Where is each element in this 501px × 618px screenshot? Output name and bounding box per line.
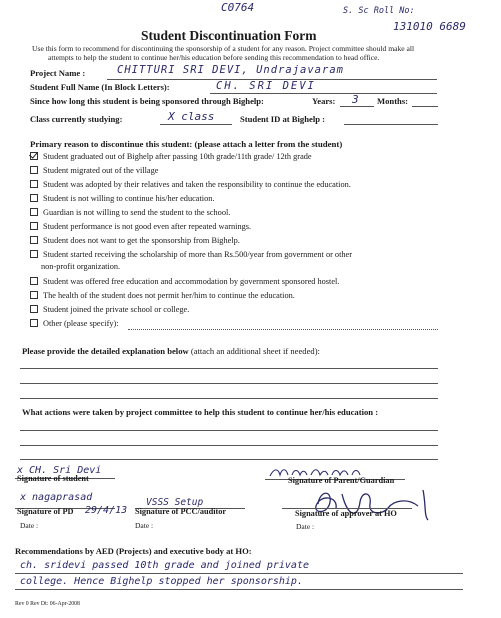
reason-migrated[interactable]: Student migrated out of the village xyxy=(30,166,158,175)
reason-checkbox[interactable] xyxy=(30,236,38,244)
instructions-line-1: Use this form to recommend for discontinuing the sponsorship of a student for any reason. Project committee should make all xyxy=(32,44,415,53)
form-title: Student Discontinuation Form xyxy=(141,28,317,43)
pcc-date-label: Date : xyxy=(135,521,154,530)
parent-signature-label: Signature of Parent/Guardian xyxy=(288,476,395,485)
approver-date-label: Date : xyxy=(296,522,315,531)
pd-date-label: Date : xyxy=(20,521,39,530)
reason-checkbox[interactable] xyxy=(30,319,38,327)
pcc-signature-label: Signature of PCC/auditor xyxy=(135,507,227,516)
instructions-line-2: attempts to help the student to continue her/his education before sending this recommendation to head office. xyxy=(48,53,380,62)
project-name-value[interactable]: CHITTURI SRI DEVI, Undrajavaram xyxy=(117,64,344,76)
class-value[interactable]: X class xyxy=(168,110,215,123)
reason-guardian[interactable]: Guardian is not willing to send the student to the school. xyxy=(30,208,230,217)
reason-adopted[interactable]: Student was adopted by their relatives and taken the responsibility to continue the education. xyxy=(30,180,351,189)
years-value[interactable]: 3 xyxy=(352,93,359,106)
reason-checkbox[interactable] xyxy=(30,208,38,216)
reason-checkbox[interactable] xyxy=(30,222,38,230)
student-signature-hand: x CH. Sri Devi xyxy=(17,465,102,476)
reason-scholarship-continued: non-profit organization. xyxy=(41,262,121,271)
reason-graduated[interactable]: Student graduated out of Bighelp after passing 10th grade/11th grade/ 12th grade xyxy=(30,152,312,161)
class-label: Class currently studying: xyxy=(30,114,123,124)
pcc-signature-hand: VSSS Setup xyxy=(146,497,204,508)
reason-hostel[interactable]: Student was offered free education and accommodation by government sponsored hostel. xyxy=(30,277,339,286)
reason-checkbox[interactable] xyxy=(30,180,38,188)
student-name-value[interactable]: CH. SRI DEVI xyxy=(216,80,316,92)
reason-private-school[interactable]: Student joined the private school or college. xyxy=(30,305,189,314)
reason-checkbox[interactable] xyxy=(30,305,38,313)
reason-checkbox[interactable] xyxy=(30,194,38,202)
reason-no-sponsorship[interactable]: Student does not want to get the sponsorship from Bighelp. xyxy=(30,236,240,245)
recommendation-line-1[interactable]: ch. sridevi passed 10th grade and joined private xyxy=(20,560,309,571)
approver-signature-hand xyxy=(298,484,438,529)
years-label: Years: xyxy=(312,96,336,106)
reason-other[interactable]: Other (please specify): xyxy=(30,319,119,328)
reason-checkbox[interactable] xyxy=(30,166,38,174)
student-signature-label: Signature of student xyxy=(17,474,89,483)
actions-label: What actions were taken by project committee to help this student to continue her/his education : xyxy=(22,407,379,417)
reason-performance[interactable]: Student performance is not good even after repeated warnings. xyxy=(30,222,251,231)
reason-checkbox[interactable] xyxy=(30,250,38,258)
recommendation-line-2[interactable]: college. Hence Bighelp stopped her sponsorship. xyxy=(20,576,303,587)
serial-value: 131010 6689 xyxy=(393,20,466,33)
reason-checkbox[interactable] xyxy=(30,291,38,299)
reason-checkbox[interactable] xyxy=(30,277,38,285)
form-code: C0764 xyxy=(221,1,255,14)
reason-health[interactable]: The health of the student does not permit her/him to continue the education. xyxy=(30,291,295,300)
pd-signature-hand: x nagaprasad xyxy=(20,492,93,503)
reason-scholarship[interactable]: Student started receiving the scholarship of more than Rs.500/year from government or other xyxy=(30,250,352,259)
student-name-label: Student Full Name (In Block Letters): xyxy=(30,82,170,92)
pd-signature-date: 29/4/13 xyxy=(85,505,128,516)
student-id-label: Student ID at Bighelp : xyxy=(240,114,325,124)
revision-footer: Rev 0 Rev Dt: 06-Apr-2008 xyxy=(15,601,80,607)
approver-signature-label: Signature of approver at HO xyxy=(295,509,397,518)
reason-heading: Primary reason to discontinue this student: (please attach a letter from the student) xyxy=(30,139,343,149)
project-name-label: Project Name : xyxy=(30,68,86,78)
reason-not-willing[interactable]: Student is not willing to continue his/her education. xyxy=(30,194,214,203)
reason-checkbox-checked[interactable] xyxy=(30,152,38,160)
serial-label: S. Sc Roll No: xyxy=(343,6,415,16)
pd-signature-label: Signature of PD xyxy=(17,507,74,516)
months-label: Months: xyxy=(377,96,409,106)
recommendations-label: Recommendations by AED (Projects) and executive body at HO: xyxy=(15,546,252,556)
explanation-label: Please provide the detailed explanation below (attach an additional sheet if needed): xyxy=(22,346,320,356)
sponsored-duration-label: Since how long this student is being sponsored through Bighelp: xyxy=(30,96,264,106)
